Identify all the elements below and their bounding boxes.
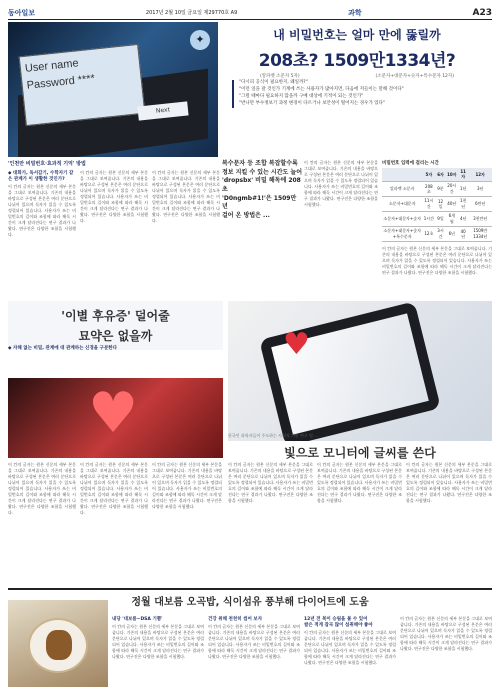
bullet-item: "반나만 부수정보기 과정 변경이 다르거나 보안성이 떨어지는 경우가 있다" [239,100,385,106]
table-cell: 3년 [468,182,492,197]
grain-column-1-body: 이 칸의 글자는 원본 신문의 세부 본문을 그대로 보여줍니다. 기존의 내용을 바탕으로 구성된 본문은 여러 문단으로 나뉘어 있으며 독자가 읽을 수 있도록 정렬되어 있습니다. 사용자가 쓰는 비밀번호의 길이와 조합에 따라 해독 시간이 크게 달라진다는 연구 결과가 나왔다. 연구진은 다양한 조합을 시험했다. [112,624,204,659]
table-cell: 4년 [458,212,469,227]
headline-numbers: 208초? 1509만1334년? [258,51,456,71]
column-4-body: 이 칸의 글자는 원본 신문의 세부 본문을 그대로 보여줍니다. 기존의 내용을 바탕으로 구성된 본문은 여러 문단으로 나뉘어 있으며 독자가 읽을 수 있도록 정렬되어 있습니다. 사용자가 쓰는 비밀번호의 길이와 조합에 따라 해독 시간이 크게 달라진다는 연구 결과가 나왔다. 연구진은 다양한 조합을 시험했다. [304,160,378,207]
smartphone-photo [228,301,492,441]
table-cell: 알파벳 소문자 [382,182,422,197]
page-header [8,6,492,20]
summary-bullets [232,80,482,108]
table-header-cell [382,168,422,182]
table-cell: 6개월 [446,212,458,227]
table-cell: 1509만1334년 [468,227,492,242]
table-row [382,197,492,212]
password-photo [8,22,218,157]
bullet-item: "그럴 때마다 필요하지 않을까 구매 대상에 기적이 되는 것인가" [239,93,364,99]
bullet-item: "다시피 공식이 필요한지, 왜일까?" [239,80,308,85]
column-3 [152,170,220,300]
column-3-body: 이 칸의 글자는 원본 신문의 세부 본문을 그대로 보여줍니다. 기존의 내용을 바탕으로 구성된 본문은 여러 문단으로 나뉘어 있으며 독자가 읽을 수 있도록 정렬되어 있습니다. 사용자가 쓰는 비밀번호의 길이와 조합에 따라 해독 시간이 크게 달라진다는 연구 결과가 나왔다. 연구진은 다양한 조합을 시험했다. [152,170,220,223]
table-cell: 3시간 [435,227,445,242]
grain-column-2 [208,616,300,686]
column-4 [304,160,378,295]
smartphone-image [259,301,441,441]
light-column-1 [228,462,313,584]
column-1-body: 이 칸의 글자는 원본 신문의 세부 본문을 그대로 보여줍니다. 기존의 내용을 바탕으로 구성된 본문은 여러 문단으로 나뉘어 있으며 독자가 읽을 수 있도록 정렬되어 있습니다. 사용자가 쓰는 비밀번호의 길이와 조합에 따라 해독 시간이 크게 달라진다는 연구 결과가 나왔다. 연구진은 다양한 조합을 시험했다. [8,184,76,237]
grain-col2-head: 건강 위해 천천히 씹어 보자 [208,617,263,622]
breakup-headline-line2: 묘약은 없을까 [78,329,153,343]
photo-caption: '인천만 비밀번호·효과적 기억' 방법 [8,161,86,167]
breakup-column-1 [8,462,76,584]
light-column-2-body: 이 칸의 글자는 원본 신문의 세부 본문을 그대로 보여줍니다. 기존의 내용을 바탕으로 구성된 본문은 여러 문단으로 나뉘어 있으며 독자가 읽을 수 있도록 정렬되어 있습니다. 사용자가 쓰는 비밀번호의 길이와 조합에 따라 해독 시간이 크게 달라진다는 연구 결과가 나왔다. 연구진은 다양한 조합을 시험했다. [317,462,402,503]
table-cell: 11시간 [422,197,435,212]
table-header-cell: 11자 [458,168,469,182]
grain-column-4-body: 이 칸의 글자는 원본 신문의 세부 본문을 그대로 보여줍니다. 기존의 내용을 바탕으로 구성된 본문은 여러 문단으로 나뉘어 있으며 독자가 읽을 수 있도록 정렬되어 있습니다. 사용자가 쓰는 비밀번호의 길이와 조합에 따라 해독 시간이 크게 달라진다는 연구 결과가 나왔다. 연구진은 다양한 조합을 시험했다. [400,616,492,651]
login-button-image: Next [137,101,188,120]
issue-date: 2017년 2월 10일 금요일 제29770호 A9 [145,10,238,16]
breakup-column-2 [80,462,148,584]
table-cell: 소문자+대문자+숫자+특수문자 [382,227,422,242]
column-2 [80,170,148,300]
table-cell: 20시간 [446,182,458,197]
table-row [382,182,492,197]
table-cell: 12초 [422,227,435,242]
breakup-column-3-body: 이 칸의 글자는 원본 신문의 세부 본문을 그대로 보여줍니다. 기존의 내용을 바탕으로 구성된 본문은 여러 문단으로 나뉘어 있으며 독자가 읽을 수 있도록 정렬되어 있습니다. 사용자가 쓰는 비밀번호의 길이와 조합에 따라 해독 시간이 크게 달라진다는 연구 결과가 나왔다. 연구진은 다양한 조합을 시험했다. [152,462,222,509]
table-cell: 208초 [422,182,435,197]
grain-rice-photo [8,600,108,687]
headline-sub-right: (소문자+대문자+숫자+특수문자 12자) [375,74,455,79]
table-header-cell: 12자 [468,168,492,182]
breakup-column-1-body: 이 칸의 글자는 원본 신문의 세부 본문을 그대로 보여줍니다. 기존의 내용을 바탕으로 구성된 본문은 여러 문단으로 나뉘어 있으며 독자가 읽을 수 있도록 정렬되어 있습니다. 사용자가 쓰는 비밀번호의 길이와 조합에 따라 해독 시간이 크게 달라진다는 연구 결과가 나왔다. 연구진은 다양한 조합을 시험했다. [8,462,76,515]
table-header-cell: 5자 [422,168,435,182]
breakup-column-3 [152,462,222,584]
table-cell: 1천년 [458,197,469,212]
table-cell: 1시간 [422,212,435,227]
page-number: A23 [472,7,492,18]
table-header-cell: 10자 [446,168,458,182]
table-title: 비밀번호 입력에 걸리는 시간 [382,161,439,166]
table-cell: 6만년 [468,197,492,212]
headline-main: 내 비밀번호는 얼마 만에 뚫릴까 [273,28,441,42]
table-cell: 소문자+대문자+숫자 [382,212,422,227]
phone-caption: 한국인 과학자들이 주도하는 사회적 기반 연구 팀 ... [228,433,318,438]
grain-col3-head: 12년 전 복이 승림을 볼 수 있어 [304,617,368,622]
bullet-item: "이런 일을 갈 것인가 기계에 쓰는 사용자가 많아지면, 다음에 저들이는 말해 것이다" [239,86,404,92]
column-1 [8,170,76,304]
table-cell: 6년 [446,227,458,242]
table-cell: 9일 [435,212,445,227]
light-column-2 [317,462,402,584]
grain-headline: 정월 대보름 오곡밥, 식이섬유 풍부해 다이어트에 도움 [8,588,492,608]
grain-column-4 [400,616,492,686]
table-row [382,227,492,242]
light-column-1-body: 이 칸의 글자는 원본 신문의 세부 본문을 그대로 보여줍니다. 기존의 내용을 바탕으로 구성된 본문은 여러 문단으로 나뉘어 있으며 독자가 읽을 수 있도록 정렬되어 있습니다. 사용자가 쓰는 비밀번호의 길이와 조합에 따라 해독 시간이 크게 달라진다는 연구 결과가 나왔다. 연구진은 다양한 조합을 시험했다. [228,462,313,503]
login-screen-image: User name Password **** [19,44,146,126]
breakup-subhead: ◆ 자해 없는 비밀, 관계에 대 관계하는 신경을 구분한다 [8,346,117,351]
user-icon: ✦ [190,30,210,50]
table-cell: 3천만년 [468,212,492,227]
grain-col1-head: 내당 '대보름~DSA 기쁨' [112,617,163,622]
newspaper-logo: 동아일보 [8,7,36,17]
column-5-body: 이 칸의 글자는 원본 신문의 세부 본문을 그대로 보여줍니다. 기존의 내용을 바탕으로 구성된 본문은 여러 문단으로 나뉘어 있으며 독자가 읽을 수 있도록 정렬되어 있습니다. 사용자가 쓰는 비밀번호의 길이와 조합에 따라 해독 시간이 크게 달라진다는 연구 결과가 나왔다. 연구진은 다양한 조합을 시험했다. [382,246,492,275]
breakup-column-2-body: 이 칸의 글자는 원본 신문의 세부 본문을 그대로 보여줍니다. 기존의 내용을 바탕으로 구성된 본문은 여러 문단으로 나뉘어 있으며 독자가 읽을 수 있도록 정렬되어 있습니다. 사용자가 쓰는 비밀번호의 길이와 조합에 따라 해독 시간이 크게 달라진다는 연구 결과가 나왔다. 연구진은 다양한 조합을 시험했다. [80,462,148,515]
light-column-3-body: 이 칸의 글자는 원본 신문의 세부 본문을 그대로 보여줍니다. 기존의 내용을 바탕으로 구성된 본문은 여러 문단으로 나뉘어 있으며 독자가 읽을 수 있도록 정렬되어 있습니다. 사용자가 쓰는 비밀번호의 길이와 조합에 따라 해독 시간이 크게 달라진다는 연구 결과가 나왔다. 연구진은 다양한 조합을 시험했다. [406,462,492,503]
breakup-headline-line1: '이별 후유증' 덜어줄 [61,309,170,323]
table-cell: 소문자+대문자 [382,197,422,212]
grain-col3-subhead: 쌀은 적게 잡곡 많이 섭취해야 좋아 [304,623,373,628]
table-header-cell: 6자 [435,168,445,182]
section-name: 과학 [348,8,362,17]
table-cell: 1년 [458,182,469,197]
headline-block [222,22,492,79]
grain-column-3 [304,616,396,686]
table-cell: 9분 [435,182,445,197]
breakup-headline [8,301,223,350]
grain-column-1 [112,616,204,686]
table-cell: 40년 [458,227,469,242]
light-monitor-headline: 빛으로 모니터에 글씨를 쓴다 [284,446,436,460]
heart-photo [8,378,223,458]
subheadline: 복수문자 등 조합 복잡할수록 정보 지킬 수 있는 시간도 늘어 'dropsbx' 비밀 해독에 208초 'D0ngmb#1!'은 1509만년 걸어 온 방법은 ... [222,160,302,220]
heart-icon: ♥ [88,381,139,446]
breakup-article-head [8,345,223,351]
table-row [382,212,492,227]
heart-drawing-icon: ♥ [283,327,310,362]
table-cell: 12일 [435,197,445,212]
column-2-body: 이 칸의 글자는 원본 신문의 세부 본문을 그대로 보여줍니다. 기존의 내용을 바탕으로 구성된 본문은 여러 문단으로 나뉘어 있으며 독자가 읽을 수 있도록 정렬되어 있습니다. 사용자가 쓰는 비밀번호의 길이와 조합에 따라 해독 시간이 크게 달라진다는 연구 결과가 나왔다. 연구진은 다양한 조합을 시험했다. [80,170,148,223]
grain-column-3-body: 이 칸의 글자는 원본 신문의 세부 본문을 그대로 보여줍니다. 기존의 내용을 바탕으로 구성된 본문은 여러 문단으로 나뉘어 있으며 독자가 읽을 수 있도록 정렬되어 있습니다. 사용자가 쓰는 비밀번호의 길이와 조합에 따라 해독 시간이 크게 달라진다는 연구 결과가 나왔다. 연구진은 다양한 조합을 시험했다. [304,630,396,665]
grain-image [46,630,72,660]
grain-column-2-body: 이 칸의 글자는 원본 신문의 세부 본문을 그대로 보여줍니다. 기존의 내용을 바탕으로 구성된 본문은 여러 문단으로 나뉘어 있으며 독자가 읽을 수 있도록 정렬되어 있습니다. 사용자가 쓰는 비밀번호의 길이와 조합에 따라 해독 시간이 크게 달라진다는 연구 결과가 나왔다. 연구진은 다양한 조합을 시험했다. [208,624,300,659]
headline-sub-left: (알파벳 소문자 5자) [259,74,300,79]
light-column-3 [406,462,492,584]
table-cell: 40년 [446,197,458,212]
photo-caption-block [8,160,218,167]
column-1-head: ◆ 대화가, 독서감기, 수학자기 같은 관계가 이 생활한 것인가? [8,171,74,182]
